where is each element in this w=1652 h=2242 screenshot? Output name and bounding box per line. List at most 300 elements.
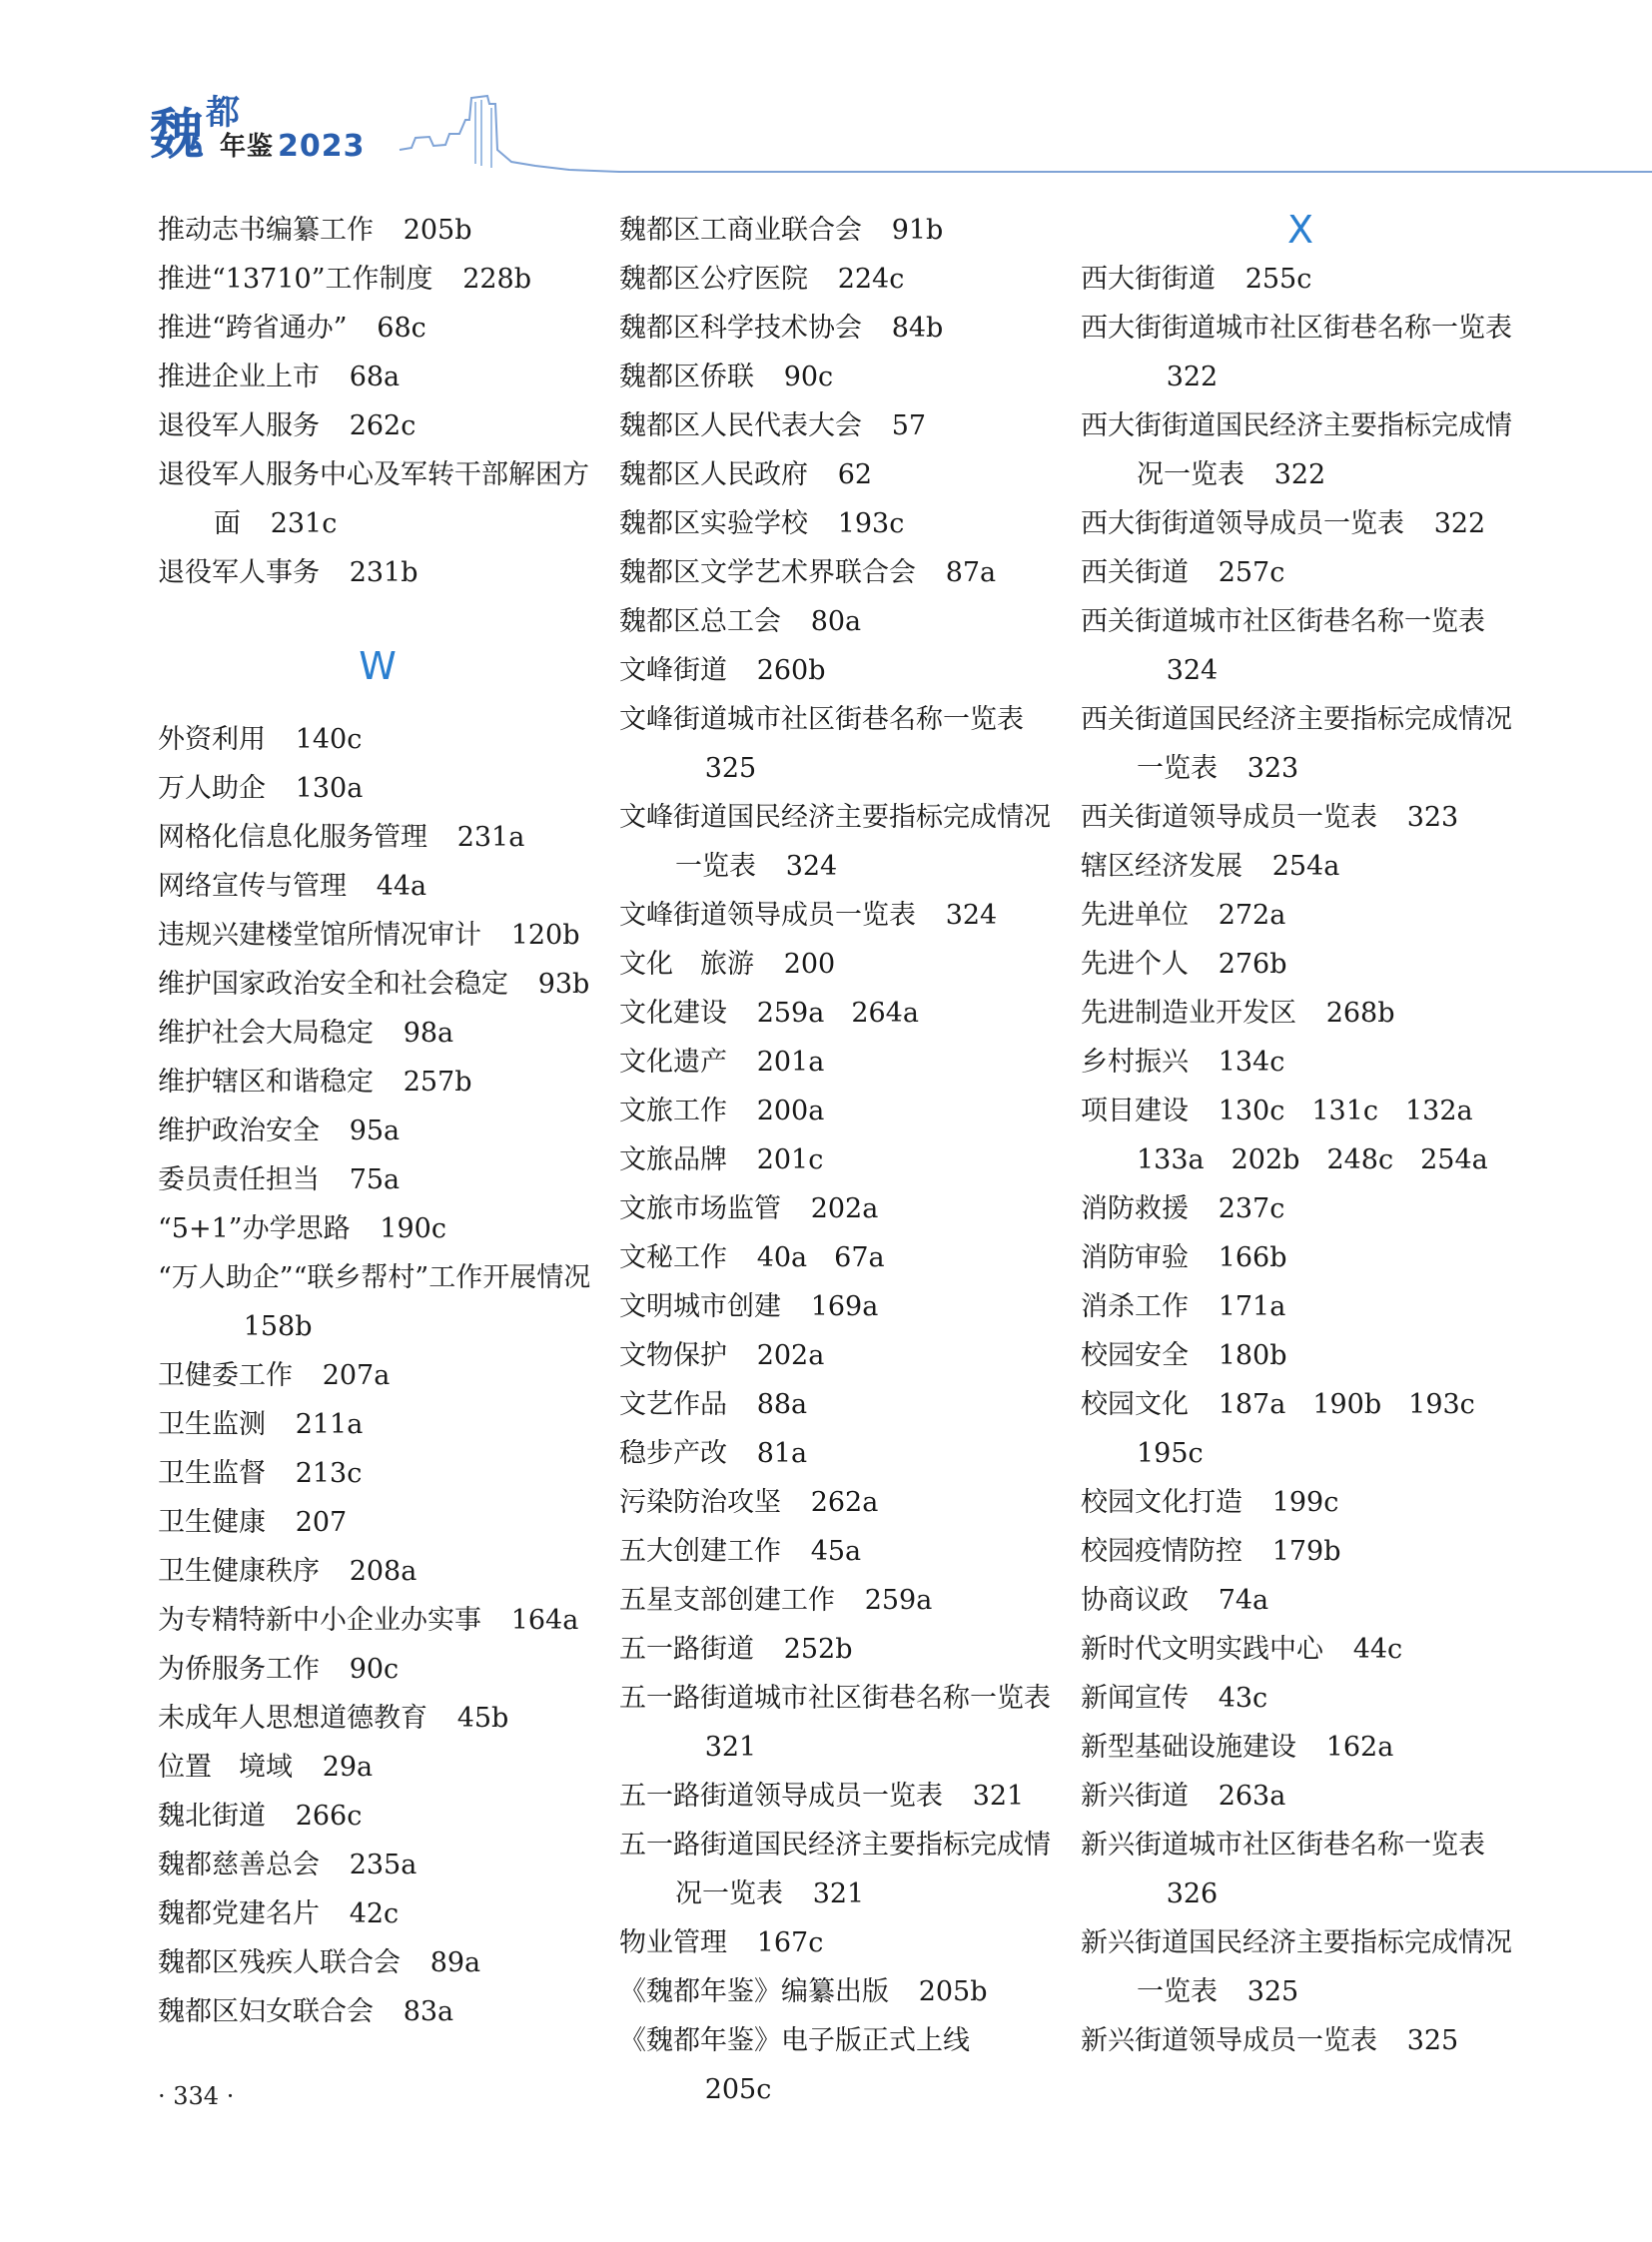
index-pages: 193c bbox=[837, 508, 905, 539]
index-term: 五大创建工作 bbox=[619, 1536, 781, 1567]
index-entry bbox=[1081, 891, 1520, 940]
index-pages: 164a bbox=[510, 1605, 579, 1636]
index-pages: 75a bbox=[349, 1164, 401, 1195]
index-entry bbox=[1081, 304, 1520, 401]
index-entry bbox=[619, 1527, 1059, 1576]
index-term: 魏都慈善总会 bbox=[158, 1850, 320, 1880]
index-entry bbox=[1081, 940, 1520, 989]
index-term: 物业管理 bbox=[619, 1927, 727, 1958]
index-entry bbox=[158, 813, 597, 862]
index-entry bbox=[619, 2016, 1059, 2114]
index-pages: 208a bbox=[349, 1556, 417, 1587]
index-entry bbox=[158, 1987, 597, 2036]
index-term: 维护辖区和谐稳定 bbox=[158, 1067, 374, 1098]
index-term: 魏都党建名片 bbox=[158, 1898, 320, 1929]
index-term: 新兴街道领导成员一览表 bbox=[1081, 2025, 1377, 2056]
index-term: 外资利用 bbox=[158, 724, 266, 755]
index-term: 退役军人服务中心及军转干部解困方面 bbox=[158, 459, 589, 539]
index-pages: 84b bbox=[891, 313, 944, 344]
index-pages: 166b bbox=[1218, 1242, 1287, 1273]
index-pages: 259a 264a bbox=[756, 998, 919, 1029]
index-term: 新型基础设施建设 bbox=[1081, 1732, 1296, 1763]
index-term: 魏北街道 bbox=[158, 1801, 266, 1832]
index-term: 文峰街道 bbox=[619, 655, 727, 686]
index-term: 文旅工作 bbox=[619, 1096, 727, 1126]
index-pages: 205b bbox=[403, 215, 472, 246]
index-pages: 98a bbox=[403, 1018, 454, 1049]
index-term: 推进“13710”工作制度 bbox=[158, 264, 433, 295]
index-term: 新兴街道 bbox=[1081, 1781, 1189, 1812]
index-entry bbox=[158, 1547, 597, 1596]
index-pages: 44c bbox=[1352, 1634, 1403, 1665]
index-term: 卫生健康秩序 bbox=[158, 1556, 320, 1587]
index-pages: 268b bbox=[1325, 998, 1395, 1029]
index-term: 新兴街道城市社区街巷名称一览表 bbox=[1081, 1830, 1485, 1861]
index-term: 卫健委工作 bbox=[158, 1360, 293, 1391]
index-entry bbox=[1081, 499, 1520, 548]
index-entry bbox=[619, 1918, 1059, 1967]
index-term: 文峰街道领导成员一览表 bbox=[619, 900, 916, 931]
index-entry bbox=[158, 1107, 597, 1155]
index-entry bbox=[1081, 842, 1520, 891]
index-entry bbox=[158, 1155, 597, 1204]
index-term: 西大街街道城市社区街巷名称一览表 bbox=[1081, 313, 1512, 344]
index-entry bbox=[158, 1253, 597, 1351]
index-pages: 130a bbox=[295, 773, 364, 804]
index-term: 《魏都年鉴》编纂出版 bbox=[619, 1976, 889, 2007]
index-entry bbox=[158, 715, 597, 764]
index-entry bbox=[1081, 255, 1520, 304]
index-entry bbox=[619, 1429, 1059, 1478]
index-entry bbox=[158, 1204, 597, 1253]
index-entry bbox=[619, 1478, 1059, 1527]
index-entry bbox=[619, 891, 1059, 940]
index-entry bbox=[158, 960, 597, 1009]
index-pages: 74a bbox=[1218, 1585, 1269, 1616]
index-term: 卫生监测 bbox=[158, 1409, 266, 1440]
index-pages: 202a bbox=[810, 1193, 879, 1224]
index-term: 维护政治安全 bbox=[158, 1116, 320, 1146]
index-entry bbox=[158, 1938, 597, 1987]
index-entry bbox=[1081, 597, 1520, 695]
index-entry bbox=[619, 1038, 1059, 1087]
index-term: 污染防治攻坚 bbox=[619, 1487, 781, 1518]
index-entry bbox=[158, 1645, 597, 1694]
logo-du-char: 都 bbox=[206, 93, 240, 133]
page-header bbox=[150, 90, 1652, 180]
index-term: 推进企业上市 bbox=[158, 362, 320, 392]
index-term: 魏都区妇女联合会 bbox=[158, 1996, 374, 2027]
index-entry bbox=[619, 1674, 1059, 1772]
index-term: 西大街街道领导成员一览表 bbox=[1081, 508, 1404, 539]
index-entry bbox=[619, 1184, 1059, 1233]
index-pages: 260b bbox=[756, 655, 826, 686]
index-entry bbox=[158, 1792, 597, 1841]
index-pages: 68a bbox=[349, 362, 401, 392]
index-column-1 bbox=[158, 206, 597, 2036]
index-entry bbox=[158, 401, 597, 450]
index-entry bbox=[1081, 1282, 1520, 1331]
index-pages: 200a bbox=[756, 1096, 825, 1126]
index-term: 文化遗产 bbox=[619, 1047, 727, 1078]
index-pages: 213c bbox=[295, 1458, 363, 1489]
index-entry bbox=[619, 793, 1059, 891]
index-term: 网格化信息化服务管理 bbox=[158, 822, 427, 853]
index-entry bbox=[619, 695, 1059, 793]
index-entry bbox=[619, 1625, 1059, 1674]
index-pages: 62 bbox=[837, 459, 873, 490]
index-term: 为专精特新中小企业办实事 bbox=[158, 1605, 481, 1636]
section-letter: W bbox=[359, 644, 397, 688]
index-entry bbox=[158, 1596, 597, 1645]
index-pages: 42c bbox=[349, 1898, 400, 1929]
index-pages: 44a bbox=[376, 871, 427, 902]
index-entry bbox=[619, 1772, 1059, 1821]
index-entry bbox=[619, 989, 1059, 1038]
index-pages: 262c bbox=[349, 410, 416, 441]
index-pages: 158b bbox=[243, 1311, 313, 1342]
index-entry bbox=[1081, 1772, 1520, 1821]
index-entry bbox=[158, 548, 597, 597]
index-entry bbox=[158, 304, 597, 353]
index-pages: 167c bbox=[756, 1927, 824, 1958]
index-entry bbox=[619, 597, 1059, 646]
index-pages: 326 bbox=[1166, 1878, 1219, 1909]
index-entry bbox=[1081, 1233, 1520, 1282]
index-pages: 68c bbox=[377, 313, 426, 344]
index-entry bbox=[619, 255, 1059, 304]
index-entry bbox=[619, 1380, 1059, 1429]
index-term: 消杀工作 bbox=[1081, 1291, 1189, 1322]
index-entry bbox=[158, 1841, 597, 1889]
index-entry bbox=[1081, 1674, 1520, 1723]
index-entry bbox=[619, 206, 1059, 255]
index-term: 文峰街道城市社区街巷名称一览表 bbox=[619, 704, 1024, 735]
index-pages: 45b bbox=[456, 1703, 509, 1734]
index-pages: 201a bbox=[756, 1047, 825, 1078]
index-pages: 169a bbox=[810, 1291, 879, 1322]
index-pages: 262a bbox=[810, 1487, 879, 1518]
index-term: 魏都区实验学校 bbox=[619, 508, 808, 539]
index-pages: 324 bbox=[1166, 655, 1219, 686]
index-pages: 252b bbox=[783, 1634, 853, 1665]
index-entry bbox=[619, 450, 1059, 499]
index-pages: 202a bbox=[756, 1340, 825, 1371]
index-term: 项目建设 bbox=[1081, 1096, 1189, 1126]
index-pages: 199c bbox=[1271, 1487, 1339, 1518]
index-entry bbox=[619, 1576, 1059, 1625]
index-entry bbox=[619, 548, 1059, 597]
index-pages: 207 bbox=[295, 1507, 348, 1538]
index-entry bbox=[619, 304, 1059, 353]
index-term: 魏都区残疾人联合会 bbox=[158, 1947, 401, 1978]
index-term: 文化 旅游 bbox=[619, 949, 754, 980]
index-term: 魏都区公疗医院 bbox=[619, 264, 808, 295]
index-entry bbox=[1081, 1576, 1520, 1625]
index-term: 文旅市场监管 bbox=[619, 1193, 781, 1224]
index-term: 五一路街道领导成员一览表 bbox=[619, 1781, 943, 1812]
index-term: 卫生健康 bbox=[158, 1507, 266, 1538]
index-entry bbox=[1081, 1723, 1520, 1772]
index-pages: 83a bbox=[403, 1996, 454, 2027]
index-entry bbox=[158, 1743, 597, 1792]
index-term: 文明城市创建 bbox=[619, 1291, 781, 1322]
index-pages: 237c bbox=[1218, 1193, 1285, 1224]
index-pages: 200 bbox=[783, 949, 836, 980]
index-entry bbox=[619, 353, 1059, 401]
index-entry bbox=[158, 1058, 597, 1107]
index-entry bbox=[1081, 2016, 1520, 2065]
index-entry bbox=[1081, 989, 1520, 1038]
index-pages: 257b bbox=[403, 1067, 472, 1098]
index-entry bbox=[158, 911, 597, 960]
index-term: 位置 境域 bbox=[158, 1752, 293, 1783]
page-number: · 334 · bbox=[158, 2082, 235, 2110]
index-pages: 201c bbox=[756, 1144, 824, 1175]
index-term: 新闻宣传 bbox=[1081, 1683, 1189, 1714]
skyline-decoration bbox=[150, 90, 1652, 180]
index-term: 魏都区人民代表大会 bbox=[619, 410, 862, 441]
index-pages: 90c bbox=[783, 362, 834, 392]
index-entry bbox=[619, 940, 1059, 989]
index-pages: 57 bbox=[891, 410, 927, 441]
index-entry bbox=[158, 206, 597, 255]
index-term: 西关街道国民经济主要指标完成情况一览表 bbox=[1081, 704, 1512, 784]
index-pages: 80a bbox=[810, 606, 862, 637]
index-pages: 324 bbox=[945, 900, 998, 931]
index-entry bbox=[619, 1821, 1059, 1918]
index-pages: 323 bbox=[1246, 753, 1299, 784]
index-entry bbox=[158, 1449, 597, 1498]
index-pages: 45a bbox=[810, 1536, 862, 1567]
index-entry bbox=[1081, 548, 1520, 597]
index-entry bbox=[1081, 1625, 1520, 1674]
index-pages: 190c bbox=[380, 1213, 446, 1244]
index-term: 文旅品牌 bbox=[619, 1144, 727, 1175]
index-term: 维护国家政治安全和社会稳定 bbox=[158, 969, 508, 1000]
index-term: 魏都区文学艺术界联合会 bbox=[619, 557, 916, 588]
index-term: 乡村振兴 bbox=[1081, 1047, 1189, 1078]
index-pages: 171a bbox=[1218, 1291, 1286, 1322]
index-term: 魏都区工商业联合会 bbox=[619, 215, 862, 246]
index-entry bbox=[1081, 1087, 1520, 1184]
index-pages: 207a bbox=[322, 1360, 391, 1391]
index-pages: 40a 67a bbox=[756, 1242, 885, 1273]
index-pages: 29a bbox=[322, 1752, 374, 1783]
index-entry bbox=[1081, 1527, 1520, 1576]
index-term: 新兴街道国民经济主要指标完成情况一览表 bbox=[1081, 1927, 1512, 2007]
index-pages: 81a bbox=[756, 1438, 808, 1469]
index-term: 文峰街道国民经济主要指标完成情况一览表 bbox=[619, 802, 1051, 882]
index-term: 先进制造业开发区 bbox=[1081, 998, 1296, 1029]
index-pages: 231b bbox=[349, 557, 418, 588]
index-entry bbox=[158, 1694, 597, 1743]
index-pages: 324 bbox=[785, 851, 838, 882]
index-term: 违规兴建楼堂馆所情况审计 bbox=[158, 920, 481, 951]
index-entry bbox=[158, 255, 597, 304]
index-entry bbox=[619, 401, 1059, 450]
index-column-2 bbox=[619, 206, 1059, 2114]
index-entry bbox=[1081, 1038, 1520, 1087]
index-pages: 88a bbox=[756, 1389, 808, 1420]
index-entry bbox=[158, 764, 597, 813]
index-term: 五一路街道国民经济主要指标完成情况一览表 bbox=[619, 1830, 1051, 1909]
index-column-3 bbox=[1081, 206, 1520, 2065]
section-letter: X bbox=[1286, 208, 1314, 252]
index-term: 消防审验 bbox=[1081, 1242, 1189, 1273]
index-pages: 140c bbox=[295, 724, 363, 755]
index-entry bbox=[1081, 1821, 1520, 1918]
index-term: 先进单位 bbox=[1081, 900, 1189, 931]
index-entry bbox=[1081, 1184, 1520, 1233]
index-pages: 224c bbox=[837, 264, 905, 295]
index-entry bbox=[619, 1967, 1059, 2016]
index-pages: 43c bbox=[1218, 1683, 1268, 1714]
index-term: “万人助企”“联乡帮村”工作开展情况 bbox=[158, 1262, 591, 1293]
index-term: 校园文化打造 bbox=[1081, 1487, 1242, 1518]
index-term: 西关街道 bbox=[1081, 557, 1189, 588]
index-pages: 134c bbox=[1218, 1047, 1285, 1078]
index-pages: 276b bbox=[1218, 949, 1287, 980]
index-entry bbox=[619, 646, 1059, 695]
index-term: 五一路街道城市社区街巷名称一览表 bbox=[619, 1683, 1051, 1714]
index-term: 新时代文明实践中心 bbox=[1081, 1634, 1323, 1665]
index-term: 委员责任担当 bbox=[158, 1164, 320, 1195]
index-pages: 87a bbox=[945, 557, 997, 588]
index-pages: 228b bbox=[462, 264, 532, 295]
index-pages: 325 bbox=[1406, 2025, 1459, 2056]
index-term: 魏都区科学技术协会 bbox=[619, 313, 862, 344]
index-pages: 95a bbox=[349, 1116, 401, 1146]
index-pages: 272a bbox=[1218, 900, 1286, 931]
index-pages: 322 bbox=[1166, 362, 1219, 392]
logo-year: 2023 bbox=[278, 129, 366, 164]
logo-yearbook-label: 年鉴 bbox=[220, 132, 275, 162]
index-term: 辖区经济发展 bbox=[1081, 851, 1242, 882]
index-entry bbox=[1081, 1478, 1520, 1527]
index-pages: 325 bbox=[1246, 1976, 1299, 2007]
index-term: 西大街街道国民经济主要指标完成情况一览表 bbox=[1081, 410, 1512, 490]
index-entry bbox=[1081, 1918, 1520, 2016]
index-term: 五星支部创建工作 bbox=[619, 1585, 835, 1616]
logo-wei-char: 魏 bbox=[150, 103, 204, 166]
index-pages: 322 bbox=[1433, 508, 1486, 539]
index-term: 魏都区侨联 bbox=[619, 362, 754, 392]
index-pages: 89a bbox=[429, 1947, 481, 1978]
index-pages: 93b bbox=[537, 969, 590, 1000]
index-term: “5+1”办学思路 bbox=[158, 1213, 351, 1244]
index-pages: 162a bbox=[1325, 1732, 1394, 1763]
index-pages: 120b bbox=[510, 920, 580, 951]
index-entry bbox=[1081, 1331, 1520, 1380]
index-entry bbox=[158, 1400, 597, 1449]
index-term: 稳步产改 bbox=[619, 1438, 727, 1469]
index-pages: 231a bbox=[456, 822, 525, 853]
index-term: 未成年人思想道德教育 bbox=[158, 1703, 427, 1734]
index-term: 西关街道领导成员一览表 bbox=[1081, 802, 1377, 833]
index-entry bbox=[158, 1498, 597, 1547]
index-pages: 211a bbox=[295, 1409, 364, 1440]
index-entry bbox=[158, 1009, 597, 1058]
index-term: 推进“跨省通办” bbox=[158, 313, 348, 344]
index-entry bbox=[619, 1087, 1059, 1135]
index-term: 网络宣传与管理 bbox=[158, 871, 347, 902]
index-term: 西关街道城市社区街巷名称一览表 bbox=[1081, 606, 1485, 637]
index-term: 校园文化 bbox=[1081, 1389, 1189, 1420]
index-entry bbox=[158, 862, 597, 911]
index-pages: 91b bbox=[891, 215, 944, 246]
index-pages: 323 bbox=[1406, 802, 1459, 833]
index-pages: 254a bbox=[1271, 851, 1340, 882]
index-term: 消防救援 bbox=[1081, 1193, 1189, 1224]
index-pages: 257c bbox=[1218, 557, 1285, 588]
index-term: 维护社会大局稳定 bbox=[158, 1018, 374, 1049]
index-term: 五一路街道 bbox=[619, 1634, 754, 1665]
index-entry bbox=[1081, 401, 1520, 499]
index-pages: 179b bbox=[1271, 1536, 1341, 1567]
index-entry bbox=[619, 1135, 1059, 1184]
index-pages: 130c 131c 132a 133a 202b 248c 254a bbox=[1137, 1096, 1500, 1175]
index-term: 文秘工作 bbox=[619, 1242, 727, 1273]
index-term: 先进个人 bbox=[1081, 949, 1189, 980]
index-entry bbox=[158, 353, 597, 401]
index-pages: 205b bbox=[918, 1976, 988, 2007]
index-pages: 205c bbox=[704, 2074, 772, 2105]
index-term: 西大街街道 bbox=[1081, 264, 1216, 295]
index-term: 推动志书编纂工作 bbox=[158, 215, 374, 246]
index-entry bbox=[619, 1282, 1059, 1331]
index-entry bbox=[619, 1233, 1059, 1282]
index-pages: 325 bbox=[704, 753, 757, 784]
index-term: 《魏都年鉴》电子版正式上线 bbox=[619, 2025, 970, 2056]
index-entry bbox=[158, 450, 597, 548]
index-entry bbox=[619, 1331, 1059, 1380]
index-entry bbox=[1081, 1380, 1520, 1478]
index-pages: 322 bbox=[1273, 459, 1326, 490]
index-pages: 187a 190b 193c 195c bbox=[1137, 1389, 1502, 1469]
index-pages: 231c bbox=[270, 508, 338, 539]
index-term: 文物保护 bbox=[619, 1340, 727, 1371]
index-term: 为侨服务工作 bbox=[158, 1654, 320, 1685]
index-term: 万人助企 bbox=[158, 773, 266, 804]
index-pages: 235a bbox=[349, 1850, 417, 1880]
index-pages: 259a bbox=[864, 1585, 933, 1616]
index-term: 魏都区人民政府 bbox=[619, 459, 808, 490]
index-pages: 90c bbox=[349, 1654, 400, 1685]
index-pages: 263a bbox=[1218, 1781, 1286, 1812]
index-pages: 255c bbox=[1244, 264, 1312, 295]
index-entry bbox=[1081, 695, 1520, 793]
index-term: 卫生监督 bbox=[158, 1458, 266, 1489]
index-term: 文艺作品 bbox=[619, 1389, 727, 1420]
index-term: 魏都区总工会 bbox=[619, 606, 781, 637]
index-pages: 321 bbox=[812, 1878, 865, 1909]
index-term: 校园疫情防控 bbox=[1081, 1536, 1242, 1567]
index-term: 文化建设 bbox=[619, 998, 727, 1029]
index-pages: 180b bbox=[1218, 1340, 1287, 1371]
index-entry bbox=[158, 1889, 597, 1938]
index-pages: 321 bbox=[704, 1732, 757, 1763]
index-term: 退役军人事务 bbox=[158, 557, 320, 588]
index-term: 协商议政 bbox=[1081, 1585, 1189, 1616]
index-pages: 321 bbox=[972, 1781, 1025, 1812]
index-entry bbox=[158, 1351, 597, 1400]
index-term: 退役军人服务 bbox=[158, 410, 320, 441]
index-pages: 266c bbox=[295, 1801, 363, 1832]
index-entry bbox=[1081, 793, 1520, 842]
index-entry bbox=[619, 499, 1059, 548]
index-term: 校园安全 bbox=[1081, 1340, 1189, 1371]
